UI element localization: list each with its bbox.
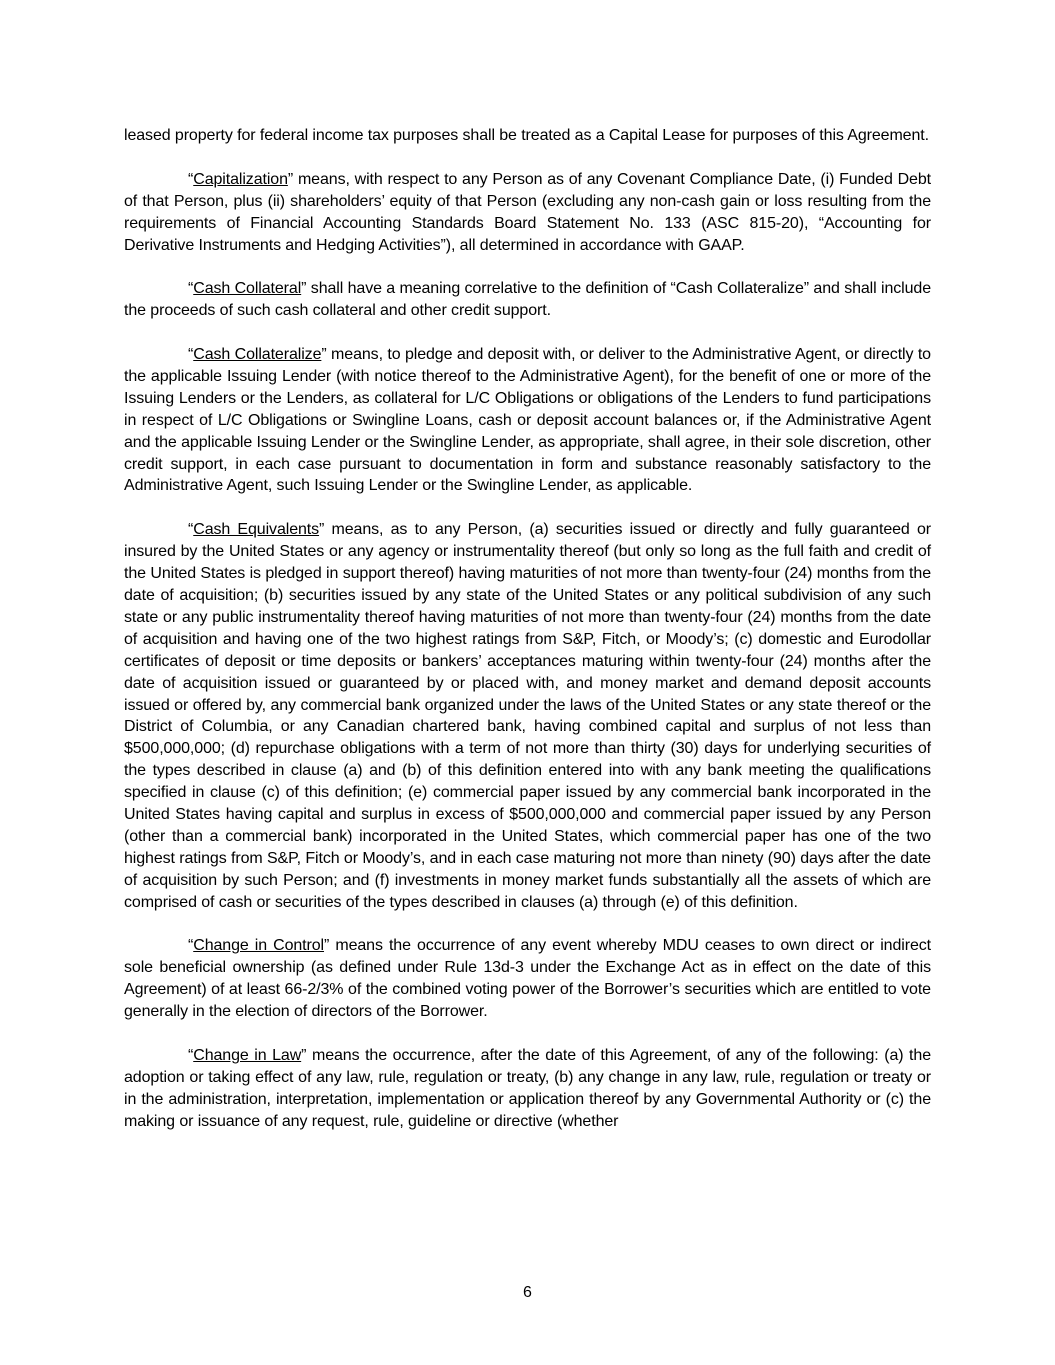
defined-term: Change in Control bbox=[193, 937, 325, 955]
page-number: 6 bbox=[523, 1284, 532, 1301]
defined-term: Capitalization bbox=[193, 170, 288, 188]
close-quote: ” bbox=[301, 280, 307, 298]
paragraph-text: leased property for federal income tax purposes shall be treated as a Capital Lease for purposes of this Agreement. bbox=[124, 127, 929, 144]
definition-text: means the occurrence of any event whereby MDU ceases to own direct or indirect sole beneficial ownership (as defined under Rule 13d-3 under the Exchange Act as in effect on the date of this Agreement) of at least 66-2/3% of the combined voting power of the Borrower’s securities which are entitled to vote generally in the election of directors of the Borrower. bbox=[124, 937, 932, 1021]
definition-text: means the occurrence, after the date of this Agreement, of any of the following: (a) the adoption or taking effect of any law, rule, regulation or treaty, (b) any change in any law, rule, regulation or treaty or in the administration, interpretation, implementation or application thereof by any Governmental Authority or (c) the making or issuance of any request, rule, guideline or directive (whether bbox=[124, 1046, 931, 1130]
definition-change-in-control bbox=[124, 935, 931, 1023]
open-quote: “ bbox=[188, 521, 194, 539]
open-quote: “ bbox=[188, 280, 194, 298]
document-body bbox=[124, 125, 931, 1154]
definition-capitalization bbox=[124, 169, 931, 257]
open-quote: “ bbox=[188, 170, 194, 188]
open-quote: “ bbox=[188, 346, 194, 364]
close-quote: ” bbox=[319, 521, 325, 539]
definition-cash-equivalents bbox=[124, 519, 931, 913]
close-quote: ” bbox=[287, 170, 294, 188]
definition-change-in-law bbox=[124, 1045, 931, 1133]
defined-term: Cash Collateral bbox=[193, 280, 302, 298]
definition-text: means, to pledge and deposit with, or deliver to the Administrative Agent, or directly to the applicable Issuing Lender (with notice thereof to the Administrative Agent), for the benefit of one or more of the Issuing Lenders or the Lenders, as collateral for L/C Obligations or obligations of the Lenders to fund participations in respect of L/C Obligations or Swingline Loans, cash or deposit account balances or, if the Administrative Agent and the applicable Issuing Lender or the Swingline Lender, as appropriate, shall agree, in their sole discretion, other credit support, in each case pursuant to documentation in form and substance reasonably satisfactory to the Administrative Agent, such Issuing Lender or the Swingline Lender, as applicable. bbox=[124, 346, 931, 495]
definition-text: means, with respect to any Person as of any Covenant Compliance Date, (i) Funded Debt of that Person, plus (ii) shareholders’ equity of that Person (excluding any non-cash gain or loss resulting from the requirements of Financial Accounting Standards Board Statement No. 133 (ASC 815-20), “Accounting for Derivative Instruments and Hedging Activities”), all determined in accordance with GAAP. bbox=[124, 170, 931, 254]
defined-term: Cash Collateralize bbox=[193, 346, 322, 364]
definition-text: shall have a meaning correlative to the definition of “Cash Collateralize” and shall include the proceeds of such cash collateral and other credit support. bbox=[124, 280, 931, 320]
paragraph-capital-lease-continuation bbox=[124, 125, 931, 147]
open-quote: “ bbox=[188, 937, 194, 955]
definition-cash-collateralize bbox=[124, 344, 931, 497]
definition-text: means, as to any Person, (a) securities issued or directly and fully guaranteed or insured by the United States or any agency or instrumentality thereof (but only so long as the full faith and credit of the United States is pledged in support thereof) having maturities of not more than twenty-four (24) months from the date of acquisition; (b) securities issued by any state of the United States or any political subdivision of any such state or any public instrumentality thereof having maturities of not more than twenty-four (24) months from the date of acquisition and having one of the two highest ratings from S&P, Fitch, or Moody’s; (c) domestic and Eurodollar certificates of deposit or time deposits or bankers’ acceptances maturing within twenty-four (24) months after the date of acquisition issued or guaranteed by or placed with, and money market and demand deposit accounts issued or offered by, any commercial bank organized under the laws of the United States or any state thereof or the District of Columbia, or any Canadian chartered bank, having combined capital and surplus of not less than $500,000,000; (d) repurchase obligations with a term of not more than thirty (30) days for underlying securities of the types described in clause (a) and (b) of this definition entered into with any bank meeting the qualifications specified in clause (c) of this definition; (e) commercial paper issued by any commercial bank incorporated in the United States having capital and surplus in excess of $500,000,000 and commercial paper issued by any Person (other than a commercial bank) incorporated in the United States, which commercial paper has one of the two highest ratings from S&P, Fitch or Moody’s, and in each case maturing not more than ninety (90) days after the date of acquisition by such Person; and (f) investments in money market funds substantially all the assets of which are comprised of cash or securities of the types described in clauses (a) through (e) of this definition. bbox=[124, 521, 931, 911]
close-quote: ” bbox=[321, 346, 327, 364]
open-quote: “ bbox=[188, 1046, 194, 1064]
definition-cash-collateral bbox=[124, 278, 931, 322]
defined-term: Change in Law bbox=[193, 1046, 302, 1064]
close-quote: ” bbox=[301, 1046, 307, 1064]
close-quote: ” bbox=[324, 937, 330, 955]
defined-term: Cash Equivalents bbox=[193, 521, 320, 539]
